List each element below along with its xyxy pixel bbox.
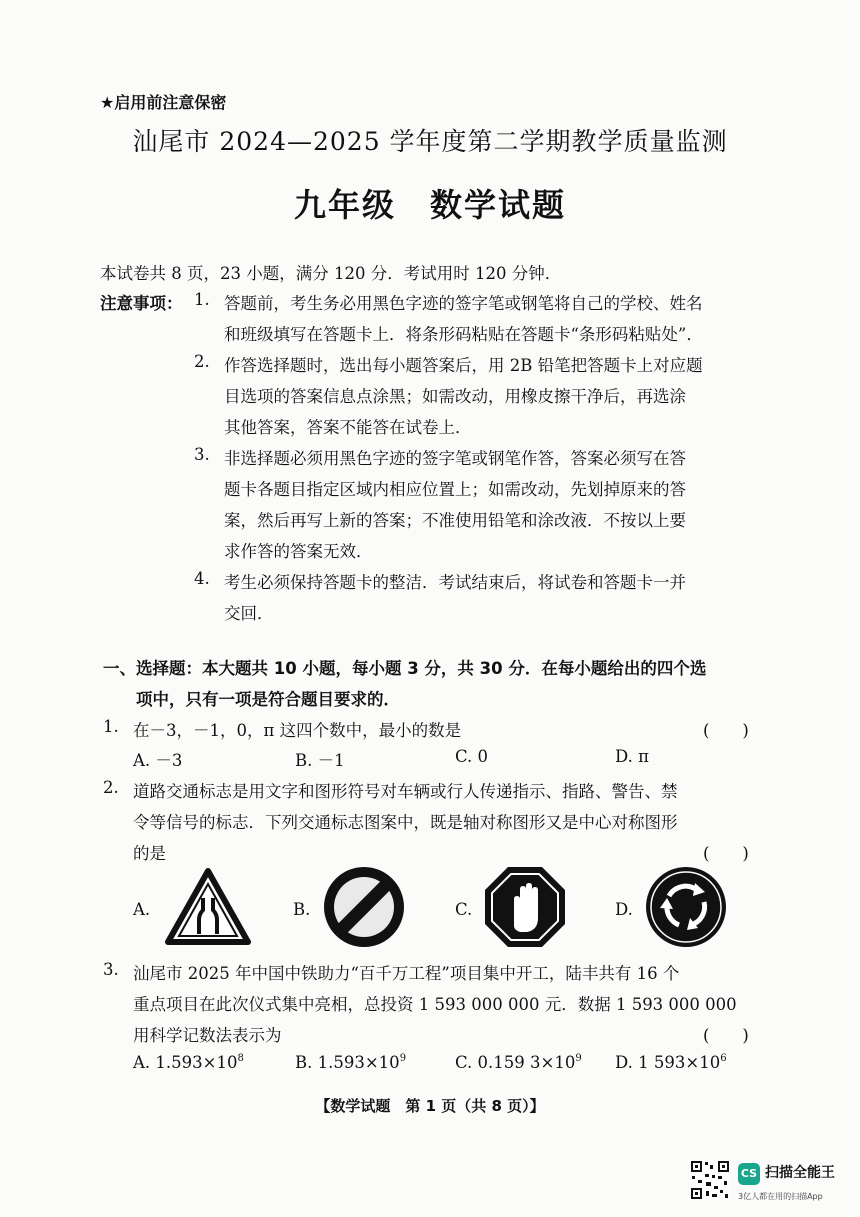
camscanner-tagline: 3亿人都在用的扫描App [738, 1192, 823, 1201]
q1-stem: 在－3，－1，0，π 这四个数中，最小的数是 [133, 721, 462, 740]
notice-4-line-1: 考生必须保持答题卡的整洁．考试结束后，将试卷和答题卡一并 [224, 573, 686, 592]
q3-option-c-label: C. [455, 1053, 473, 1072]
camscanner-logo: CS [738, 1163, 760, 1185]
q2-line-1: 道路交通标志是用文字和图形符号对车辆或行人传递指示、指路、警告、禁 [133, 782, 678, 801]
q2-label-c: C. [455, 900, 473, 919]
section-1-heading-line-2: 项中，只有一项是符合题目要求的． [136, 690, 400, 709]
q3-option-b [295, 1053, 406, 1072]
q3-answer-paren: ( ) [703, 1026, 749, 1045]
section-1-heading-line-1: 一、选择题：本大题共 10 小题，每小题 3 分，共 30 分．在每小题给出的四个选 [103, 659, 707, 678]
q3-number: 3. [103, 960, 119, 979]
notice-3-line-2: 题卡各题目指定区域内相应位置上；如需改动，先划掉原来的答 [224, 480, 686, 499]
q3-option-a-label: A. [133, 1053, 151, 1072]
q1-number: 1. [103, 717, 119, 736]
q2-label-d: D. [615, 900, 633, 919]
notice-label: 注意事项： [100, 294, 183, 313]
notice-1-line-2: 和班级填写在答题卡上．将条形码粘贴在答题卡“条形码粘贴处”． [224, 325, 703, 344]
notice-3-line-3: 案，然后再写上新的答案；不准使用铅笔和涂改液．不按以上要 [224, 511, 686, 530]
q1-option-a: A. －3 [133, 751, 183, 770]
q2-number: 2. [103, 778, 119, 797]
q3-option-b-label: B. [295, 1053, 313, 1072]
q1-option-d: D. π [615, 747, 649, 766]
notice-4-num: 4. [194, 569, 210, 588]
q2-label-a: A. [133, 900, 151, 919]
notice-2-line-3: 其他答案，答案不能答在试卷上． [224, 418, 472, 437]
exam-subtitle: 九年级 数学试题 [293, 186, 566, 224]
page-footer: 【数学试题 第 1 页（共 8 页）】 [315, 1097, 545, 1115]
q3-option-d-exp: 6 [720, 1053, 727, 1064]
q3-option-a [133, 1053, 244, 1072]
no-entry-sign-icon [323, 866, 405, 948]
q3-option-c-base: 0.159 3×10 [477, 1053, 576, 1072]
q1-answer-paren: ( ) [703, 721, 749, 740]
notice-1-line-1: 答题前，考生务必用黑色字迹的签字笔或钢笔将自己的学校、姓名 [224, 294, 703, 313]
notice-3-num: 3. [194, 445, 210, 464]
stop-hand-sign-icon [484, 866, 566, 948]
notice-4-line-2: 交回． [224, 604, 274, 623]
roundabout-sign-icon [645, 866, 727, 948]
q1-option-c: C. 0 [455, 747, 489, 766]
narrow-road-sign-icon [165, 868, 251, 946]
q3-line-1: 汕尾市 2025 年中国中铁助力“百千万工程”项目集中开工，陆丰共有 16 个 [133, 964, 680, 983]
q3-option-d-label: D. [615, 1053, 633, 1072]
q3-line-2: 重点项目在此次仪式集中亮相，总投资 1 593 000 000 元．数据 1 593 000 000 [133, 995, 737, 1014]
q3-option-d [615, 1053, 727, 1072]
q2-label-b: B. [293, 900, 311, 919]
q2-line-2: 令等信号的标志．下列交通标志图案中，既是轴对称图形又是中心对称图形 [133, 813, 678, 832]
q3-option-c-exp: 9 [575, 1053, 582, 1064]
notice-2-line-1: 作答选择题时，选出每小题答案后，用 2B 铅笔把答题卡上对应题 [224, 356, 703, 375]
q3-line-3: 用科学记数法表示为 [133, 1026, 282, 1045]
q2-line-3: 的是 [133, 844, 166, 863]
q3-option-a-base: 1.593×10 [155, 1053, 238, 1072]
notice-2-num: 2. [194, 352, 210, 371]
q2-answer-paren: ( ) [703, 844, 749, 863]
qr-code-icon [690, 1160, 730, 1200]
q3-option-b-base: 1.593×10 [317, 1053, 400, 1072]
notice-1-num: 1. [194, 290, 210, 309]
notice-3-line-4: 求作答的答案无效． [224, 542, 373, 561]
q3-option-a-exp: 8 [237, 1053, 244, 1064]
camscanner-name: 扫描全能王 [765, 1165, 835, 1181]
notice-3-line-1: 非选择题必须用黑色字迹的签字笔或钢笔作答，答案必须写在答 [224, 449, 686, 468]
q3-option-d-base: 1 593×10 [638, 1053, 721, 1072]
q3-option-c [455, 1053, 582, 1072]
q1-option-b: B. －1 [295, 751, 345, 770]
exam-intro: 本试卷共 8 页，23 小题，满分 120 分．考试用时 120 分钟． [100, 264, 562, 283]
confidential-note: ★启用前注意保密 [100, 93, 227, 112]
exam-title: 汕尾市 2024—2025 学年度第二学期教学质量监测 [132, 127, 728, 156]
q3-option-b-exp: 9 [399, 1053, 407, 1064]
notice-2-line-2: 目选项的答案信息点涂黑；如需改动，用橡皮擦干净后，再选涂 [224, 387, 686, 406]
